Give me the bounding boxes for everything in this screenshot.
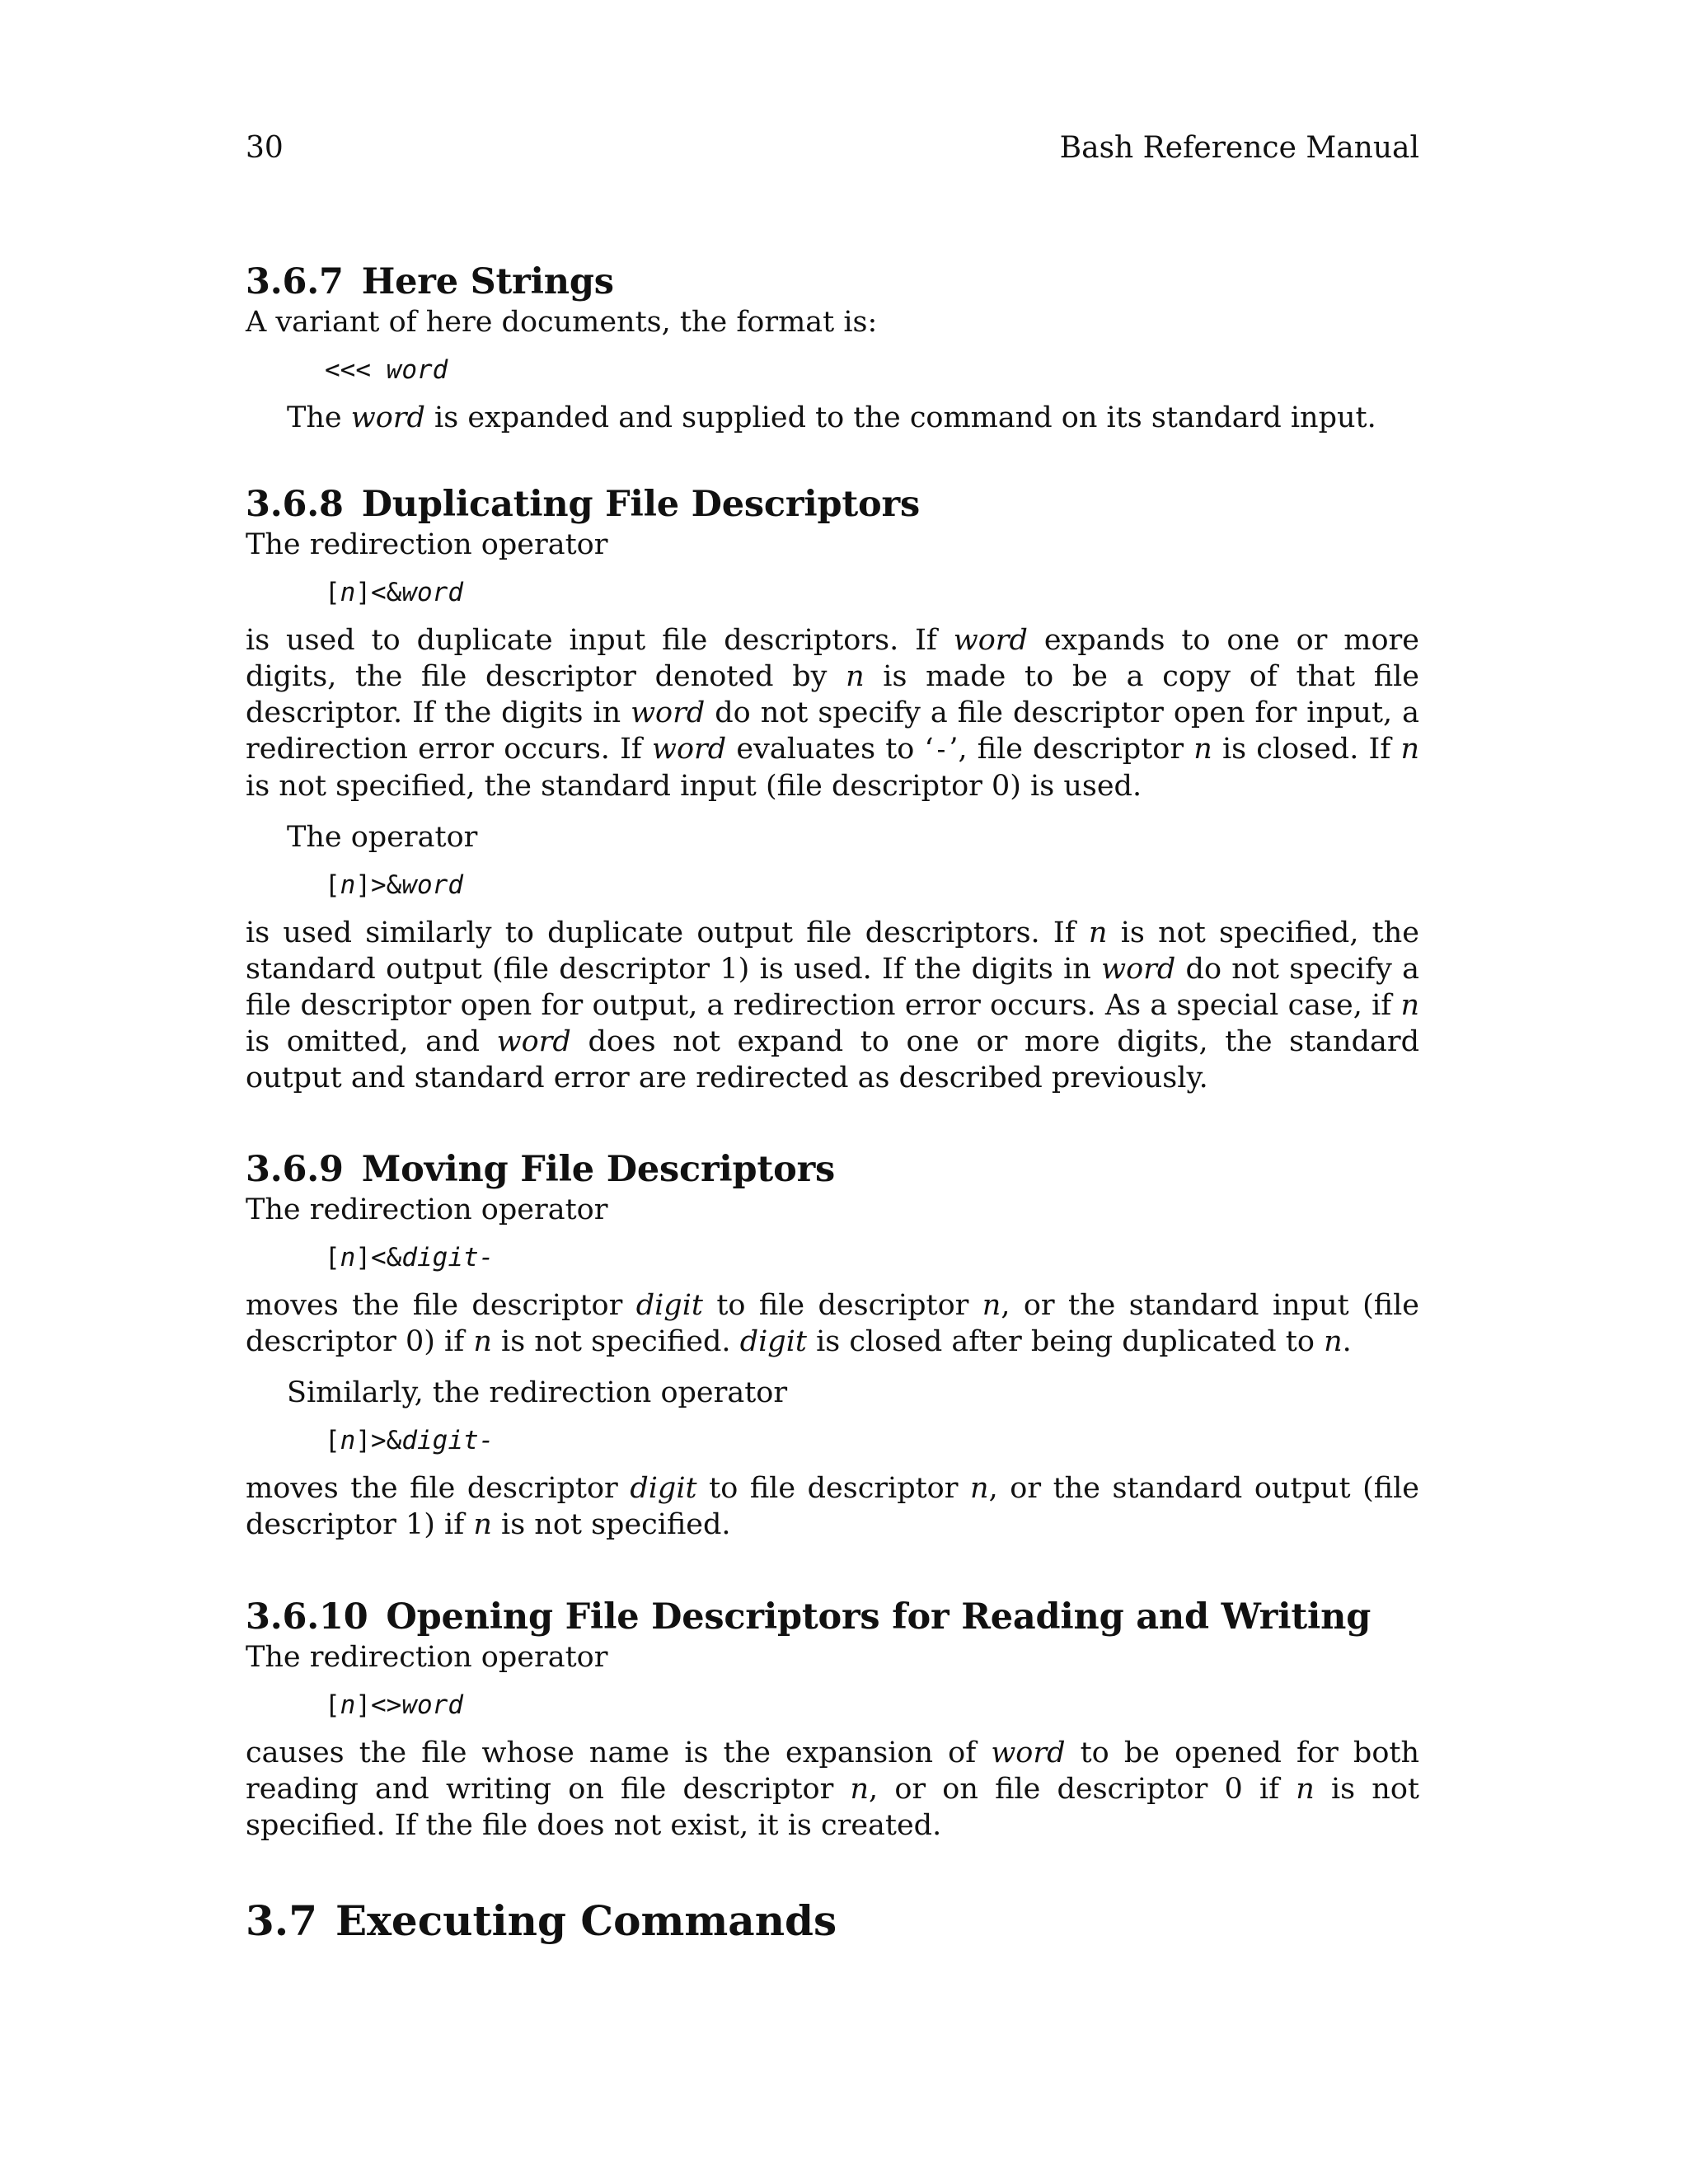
section-intro: The redirection operator bbox=[246, 1641, 608, 1674]
section-heading: 3.6.7 Here Strings bbox=[246, 261, 614, 302]
section-intro: The redirection operator bbox=[246, 528, 608, 561]
paragraph: moves the file descriptor digit to file descriptor n, or the standard output (file descriptor 1) if n is not specified. bbox=[246, 1472, 1419, 1541]
section-intro: The redirection operator bbox=[246, 1193, 608, 1226]
paragraph: is used to duplicate input file descriptors. If word expands to one or more digits, the file descriptor denoted by n is made to be a copy of that file descriptor. If the digits in word do not specify a file descriptor open for input, a redirection error occurs. If word evaluates to ‘-’, file descriptor n is closed. If n is not specified, the standard input (file descriptor 0) is used. bbox=[246, 624, 1420, 803]
section-duplicating-fds bbox=[246, 482, 1419, 1096]
section-opening-fds bbox=[246, 1595, 1419, 1844]
chapter-executing-commands bbox=[246, 1896, 1419, 1947]
paragraph: causes the file whose name is the expansion of word to be opened for both reading and writing on file descriptor n, or on file descriptor 0 if n is not specified. If the file does not exist, it is created. bbox=[246, 1736, 1420, 1842]
section-moving-fds bbox=[246, 1147, 1419, 1543]
paragraph: The word is expanded and supplied to the command on its standard input. bbox=[287, 401, 1376, 434]
code-example: [n]>&word bbox=[325, 870, 463, 900]
paragraph: is used similarly to duplicate output file descriptors. If n is not specified, the standard output (file descriptor 1) is used. If the digits in word do not specify a file descriptor open for output, a redirection error occurs. As a special case, if n is omitted, and word does not expand to one or more digits, the standard output and standard error are redirected as described previously. bbox=[246, 916, 1420, 1094]
chapter-heading: 3.7 Executing Commands bbox=[246, 1896, 837, 1945]
document-page bbox=[246, 0, 1419, 2184]
paragraph: moves the file descriptor digit to file descriptor n, or the standard input (file descriptor 0) if n is not specified. digit is closed after being duplicated to n. bbox=[246, 1289, 1419, 1358]
code-example: [n]<>word bbox=[325, 1690, 463, 1720]
section-here-strings bbox=[246, 260, 1419, 436]
manual-title: Bash Reference Manual bbox=[1059, 131, 1419, 165]
section-heading: 3.6.8 Duplicating File Descriptors bbox=[246, 484, 920, 525]
running-head bbox=[246, 130, 1419, 166]
code-example: [n]>&digit- bbox=[325, 1426, 495, 1455]
code-example: [n]<&word bbox=[325, 578, 463, 607]
code-example: [n]<&digit- bbox=[325, 1243, 495, 1272]
section-heading: 3.6.10 Opening File Descriptors for Reading and Writing bbox=[246, 1596, 1372, 1638]
paragraph: The operator bbox=[287, 821, 478, 854]
page-number: 30 bbox=[246, 131, 284, 165]
paragraph: Similarly, the redirection operator bbox=[287, 1376, 788, 1409]
section-heading: 3.6.9 Moving File Descriptors bbox=[246, 1149, 836, 1190]
section-intro: A variant of here documents, the format is: bbox=[246, 306, 878, 339]
code-example: <<< word bbox=[325, 355, 448, 385]
